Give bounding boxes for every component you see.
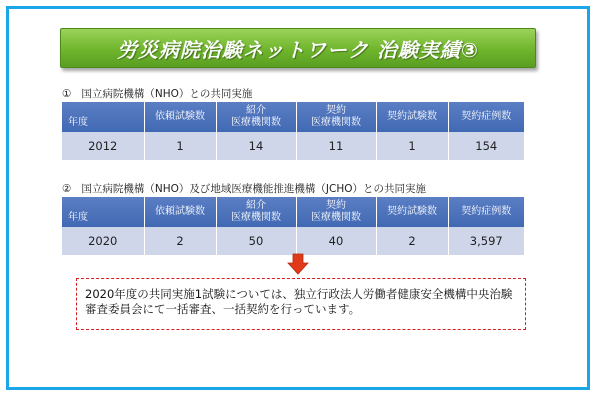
header-label: 紹介 xyxy=(246,105,266,116)
cell-contracted-institutions: 40 xyxy=(296,227,376,255)
header-label: 医療機関数 xyxy=(231,117,281,128)
section-1-title: 国立病院機構（NHO）との共同実施 xyxy=(81,88,253,100)
header-contracted-cases: 契約症例数 xyxy=(448,197,524,227)
header-contracted-institutions xyxy=(296,197,376,227)
cell-year: 2012 xyxy=(62,132,144,160)
cell-contracted-institutions: 11 xyxy=(296,132,376,160)
cell-year: 2020 xyxy=(62,227,144,255)
section-2-title: 国立病院機構（NHO）及び地域医療機能推進機構（JCHO）との共同実施 xyxy=(81,183,427,195)
header-contracted-trials: 契約試験数 xyxy=(376,102,448,132)
table-row xyxy=(62,227,524,255)
header-contracted-cases: 契約症例数 xyxy=(448,102,524,132)
table-nho-jcho xyxy=(62,197,524,255)
header-contracted-trials: 契約試験数 xyxy=(376,197,448,227)
table-header-row xyxy=(62,102,524,132)
section-2-number: ② xyxy=(62,183,72,195)
table-nho xyxy=(62,102,524,160)
header-contracted-institutions xyxy=(296,102,376,132)
cell-requested-trials: 1 xyxy=(144,132,216,160)
header-label: 契約 xyxy=(326,105,346,116)
down-arrow-icon xyxy=(287,253,309,275)
header-label: 紹介 xyxy=(246,200,266,211)
title-banner xyxy=(60,28,536,68)
header-year: 年度 xyxy=(62,102,144,132)
cell-referred-institutions: 50 xyxy=(216,227,296,255)
header-referred-institutions xyxy=(216,197,296,227)
note-box xyxy=(76,278,526,330)
header-label: 医療機関数 xyxy=(231,212,281,223)
section-2-heading xyxy=(62,181,426,196)
cell-requested-trials: 2 xyxy=(144,227,216,255)
cell-referred-institutions: 14 xyxy=(216,132,296,160)
header-year: 年度 xyxy=(62,197,144,227)
header-label: 医療機関数 xyxy=(311,117,361,128)
header-requested-trials: 依頼試験数 xyxy=(144,197,216,227)
table-row xyxy=(62,132,524,160)
cell-contracted-cases: 154 xyxy=(448,132,524,160)
note-text: 2020年度の共同実施1試験については、独立行政法人労働者健康安全機構中央治験審査委員会にて一括審査、一括契約を行っています。 xyxy=(85,287,513,316)
table-header-row xyxy=(62,197,524,227)
cell-contracted-cases: 3,597 xyxy=(448,227,524,255)
cell-contracted-trials: 2 xyxy=(376,227,448,255)
page-title: 労災病院治験ネットワーク 治験実績③ xyxy=(117,37,479,62)
section-1-heading xyxy=(62,86,252,101)
section-1-number: ① xyxy=(62,88,72,100)
header-referred-institutions xyxy=(216,102,296,132)
header-label: 医療機関数 xyxy=(311,212,361,223)
header-label: 契約 xyxy=(326,200,346,211)
header-requested-trials: 依頼試験数 xyxy=(144,102,216,132)
cell-contracted-trials: 1 xyxy=(376,132,448,160)
